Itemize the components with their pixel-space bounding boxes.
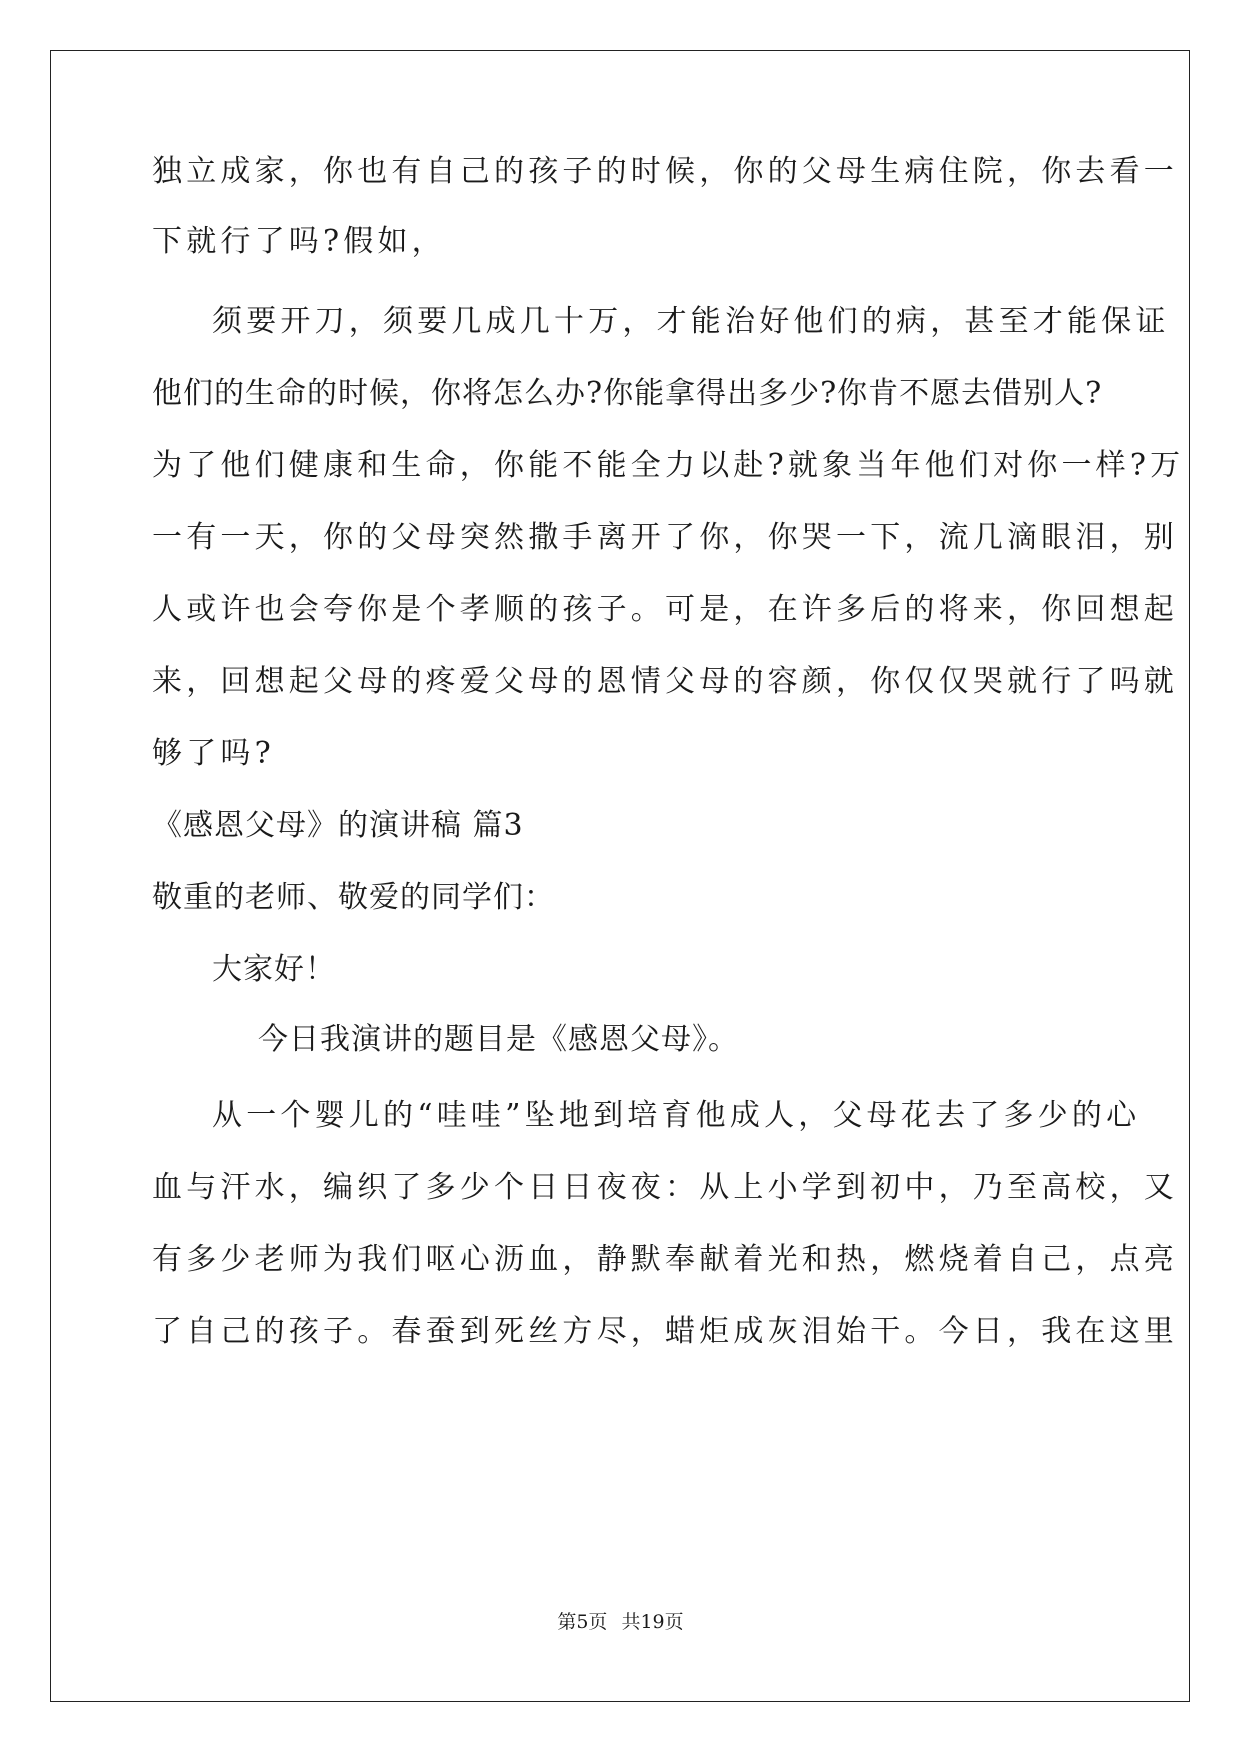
text-line: 够了吗?: [152, 736, 275, 771]
text-line: 血与汗水，编织了多少个日日夜夜：从上小学到初中，乃至高校，又: [152, 1170, 1178, 1205]
text-line: 人或许也会夸你是个孝顺的孩子。可是，在许多后的将来，你回想起: [152, 592, 1178, 627]
text-line: 了自己的孩子。春蚕到死丝方尽，蜡炬成灰泪始干。今日，我在这里: [152, 1314, 1178, 1349]
section-heading: 《感恩父母》的演讲稿 篇3: [152, 808, 524, 843]
page-footer: [0, 1610, 1241, 1634]
text-line: 有多少老师为我们呕心沥血，静默奉献着光和热，燃烧着自己，点亮: [152, 1242, 1178, 1277]
speech-topic: 今日我演讲的题目是《感恩父母》。: [258, 1022, 739, 1057]
page-border: [50, 50, 1190, 1702]
text-line: 从一个婴儿的“哇哇”坠地到培育他成人，父母花去了多少的心: [212, 1098, 1141, 1133]
text-line: 下就行了吗?假如，: [152, 224, 446, 259]
text-line: 来，回想起父母的疼爱父母的恩情父母的容颜，你仅仅哭就行了吗就: [152, 664, 1178, 699]
greeting: 大家好！: [212, 952, 336, 987]
salutation: 敬重的老师、敬爱的同学们：: [152, 880, 555, 915]
page-total: 共19页: [621, 1611, 684, 1633]
text-line: 须要开刀，须要几成几十万，才能治好他们的病，甚至才能保证: [212, 304, 1170, 339]
text-line: 独立成家，你也有自己的孩子的时候，你的父母生病住院，你去看一: [152, 154, 1178, 189]
text-line: 为了他们健康和生命，你能不能全力以赴?就象当年他们对你一样?万: [152, 448, 1185, 483]
page-number: 第5页: [557, 1611, 608, 1633]
text-line: 他们的生命的时候，你将怎么办?你能拿得出多少?你肯不愿去借别人?: [152, 376, 1103, 411]
text-line: 一有一天，你的父母突然撒手离开了你，你哭一下，流几滴眼泪，别: [152, 520, 1178, 555]
